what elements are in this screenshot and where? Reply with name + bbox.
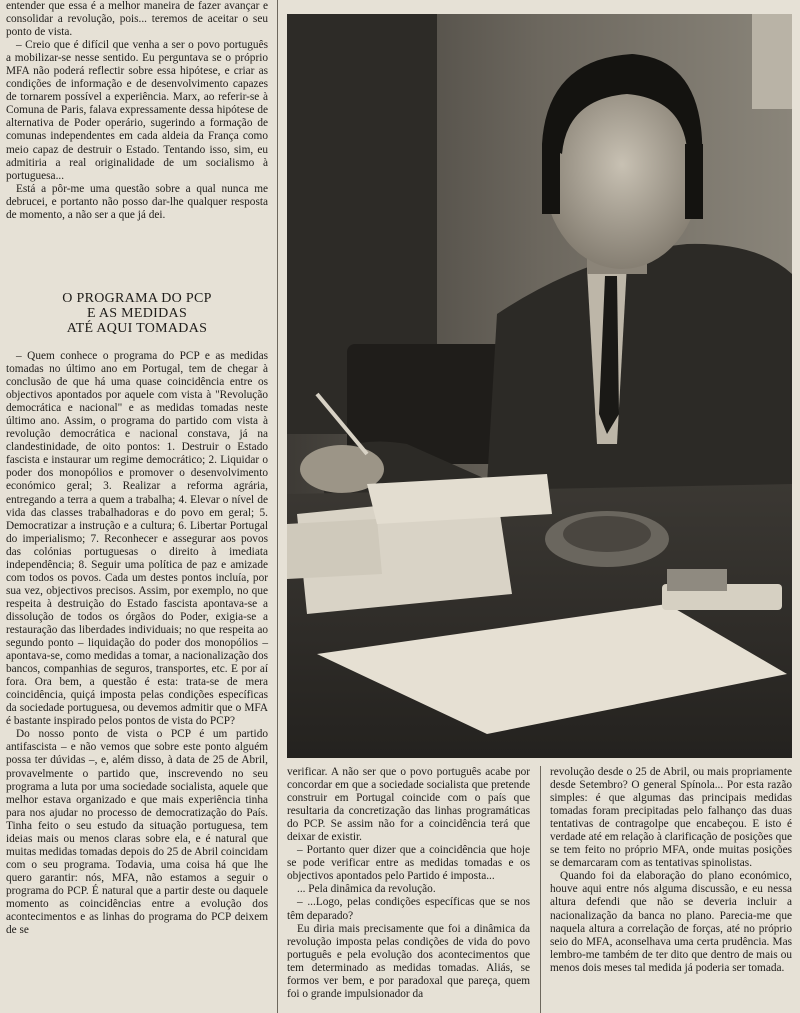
section-heading (6, 291, 268, 336)
paragraph: Eu diria mais precisamente que foi a dinâmica da revolução imposta pelas condições de vida do povo português e pela evolução dos acontecimentos que tem determinado as medidas tomadas. Aliás, se formos ver bem, e por paradoxal que pareça, quem foi o grande impulsionador da (287, 922, 530, 1000)
column-1-top (6, 0, 268, 222)
paragraph: Está a pôr-me uma questão sobre a qual nunca me debrucei, e portanto não posso dar-lhe qualquer resposta de momento, a não ser a que já dei. (6, 182, 268, 221)
column-1-main (6, 350, 268, 937)
heading-line: E AS MEDIDAS (86, 306, 188, 321)
paragraph: verificar. A não ser que o povo português acabe por concordar em que a sociedade socialista que pretende construir em Portugal coincide com o país que resultaria da concretização das linhas programáticas do PCP. Se assim não for a coincidência terá que deixar de existir. (287, 766, 530, 844)
paragraph: Do nosso ponto de vista o PCP é um partido antifascista – e não vemos que sobre este ponto alguém possa ter dúvidas –, e, além disso, à data de 25 de Abril, provavelmente o partido que, inscrevendo no seu programa a luta por uma sociedade socialista, aquele que melhor estava organizado e que mais experiência tinha para nos ajudar no processo de democratização do País. Tinha feito o seu estudo da situação portuguesa, tem ideias mais ou menos claras sobre ela, e é natural que muitas medidas tomadas depois do 25 de Abril coincidam com o seu programa. Todavia, uma coisa há que lhe quero garantir: nós, MFA, não estamos a seguir o programa do PCP. É natural que a partir deste ou daquele momento as coincidências entre a evolução dos acontecimentos e as linhas do programa do PCP deixem de se (6, 728, 268, 937)
paragraph: – ...Logo, pelas condições específicas que se nos têm deparado? (287, 896, 530, 922)
paragraph: – Quem conhece o programa do PCP e as medidas tomadas no último ano em Portugal, tem de chegar à conclusão de que há uma quase coincidência entre os objectivos apontados por aquele com vista à "Revolução democrática e nacional" e as medidas tomadas neste último ano. Assim, o programa do partido com vista à revolução democrática e nacional constava, já na clandestinidade, de oito pontos: 1. Destruir o Estado fascista e instaurar um regime democrático; 2. Liquidar o poder dos monopólios e promover o desenvolvimento económico geral; 3. Realizar a reforma agrária, entregando a terra a quem a trabalha; 4. Elevar o nível de vida das classes trabalhadoras e do povo em geral; 5. Democratizar a instrução e a cultura; 6. Libertar Portugal do imperialismo; 7. Reconhecer e assegurar aos povos das colónias portuguesas o direito à imediata independência; 8. Seguir uma política de paz e amizade com todos os povos. Cada um destes pontos incluía, por sua vez, objectivos precisos. Assim, por exemplo, no que respeita à destruição do Estado fascista apontava-se a dissolução de todos os órgãos do Poder, exigia-se a restauração das liberdades individuais; no que respeita ao segundo ponto – liquidação do poder dos monopólios – apontava-se, como medidas a tomar, a nacionalização dos bancos, companhias de seguros, transportes, etc. E por aí fora. Ora bem, a questão é esta: trata-se de mera coincidência, quiçá imposta pelas condições específicas da sociedade portuguesa, ou devemos admitir que o MFA é bastante inspirado pelos pontos de vista do PCP? (6, 350, 268, 728)
interview-photo (287, 14, 792, 758)
heading-line: ATÉ AQUI TOMADAS (66, 321, 208, 336)
paragraph: Quando foi da elaboração do plano económico, houve aqui entre nós alguma discussão, e eu nessa altura defendi que não se deveria incluir a nacionalização da banca no plano. Parecia-me que naquela altura a correlação de forças, até no próprio seio do MFA, aconselhava uma certa prudência. Mas lembro-me também de ter dito que dentro de mais ou menos dois meses tal medida já poderia ser tomada. (550, 870, 792, 974)
paragraph: – Portanto quer dizer que a coincidência que hoje se pode verificar entre as medidas tomadas e os objectivos apontados pelo Partido é imposta... (287, 844, 530, 883)
column-divider (277, 0, 278, 1013)
wall-calendar (752, 14, 792, 109)
paragraph: revolução desde o 25 de Abril, ou mais propriamente desde Setembro? O general Spínola... Por esta razão simples: é que algumas das principais medidas tomadas foram precipitadas pelo falhanço das duas tentativas de contragolpe que encabeçou. E isto é verdade até em relação à clarificação de posições que se tem feito no próprio MFA, onde muitas posições se demarcaram com as tentativas spinolistas. (550, 766, 792, 870)
heading-line: O PROGRAMA DO PCP (62, 291, 212, 306)
paragraph: entender que essa é a melhor maneira de fazer avançar e consolidar a revolução, pois... teremos de aceitar o seu ponto de vista. (6, 0, 268, 39)
column-2 (287, 766, 530, 1001)
photo-illustration (287, 14, 792, 758)
column-3 (550, 766, 792, 975)
paragraph: ... Pela dinâmica da revolução. (297, 883, 436, 896)
column-divider-bottom (540, 766, 541, 1013)
paragraph: – Creio que é difícil que venha a ser o povo português a mobilizar-se nesse sentido. Eu perguntava se o próprio MFA não poderá reflectir sobre essa hipótese, e criar as condições de informação e de desenvolvimento capazes de tornarem possível a experiência. Marx, ao referir-se à Comuna de Paris, falava expressamente dessa hipótese de alternativa de Poder operário, sugerindo a formação de comunas independentes em cada aldeia da França como meio capaz de destruir o Estado. Tentando isso, sim, eu admitiria a real originalidade de um socialismo à portuguesa... (6, 39, 268, 182)
